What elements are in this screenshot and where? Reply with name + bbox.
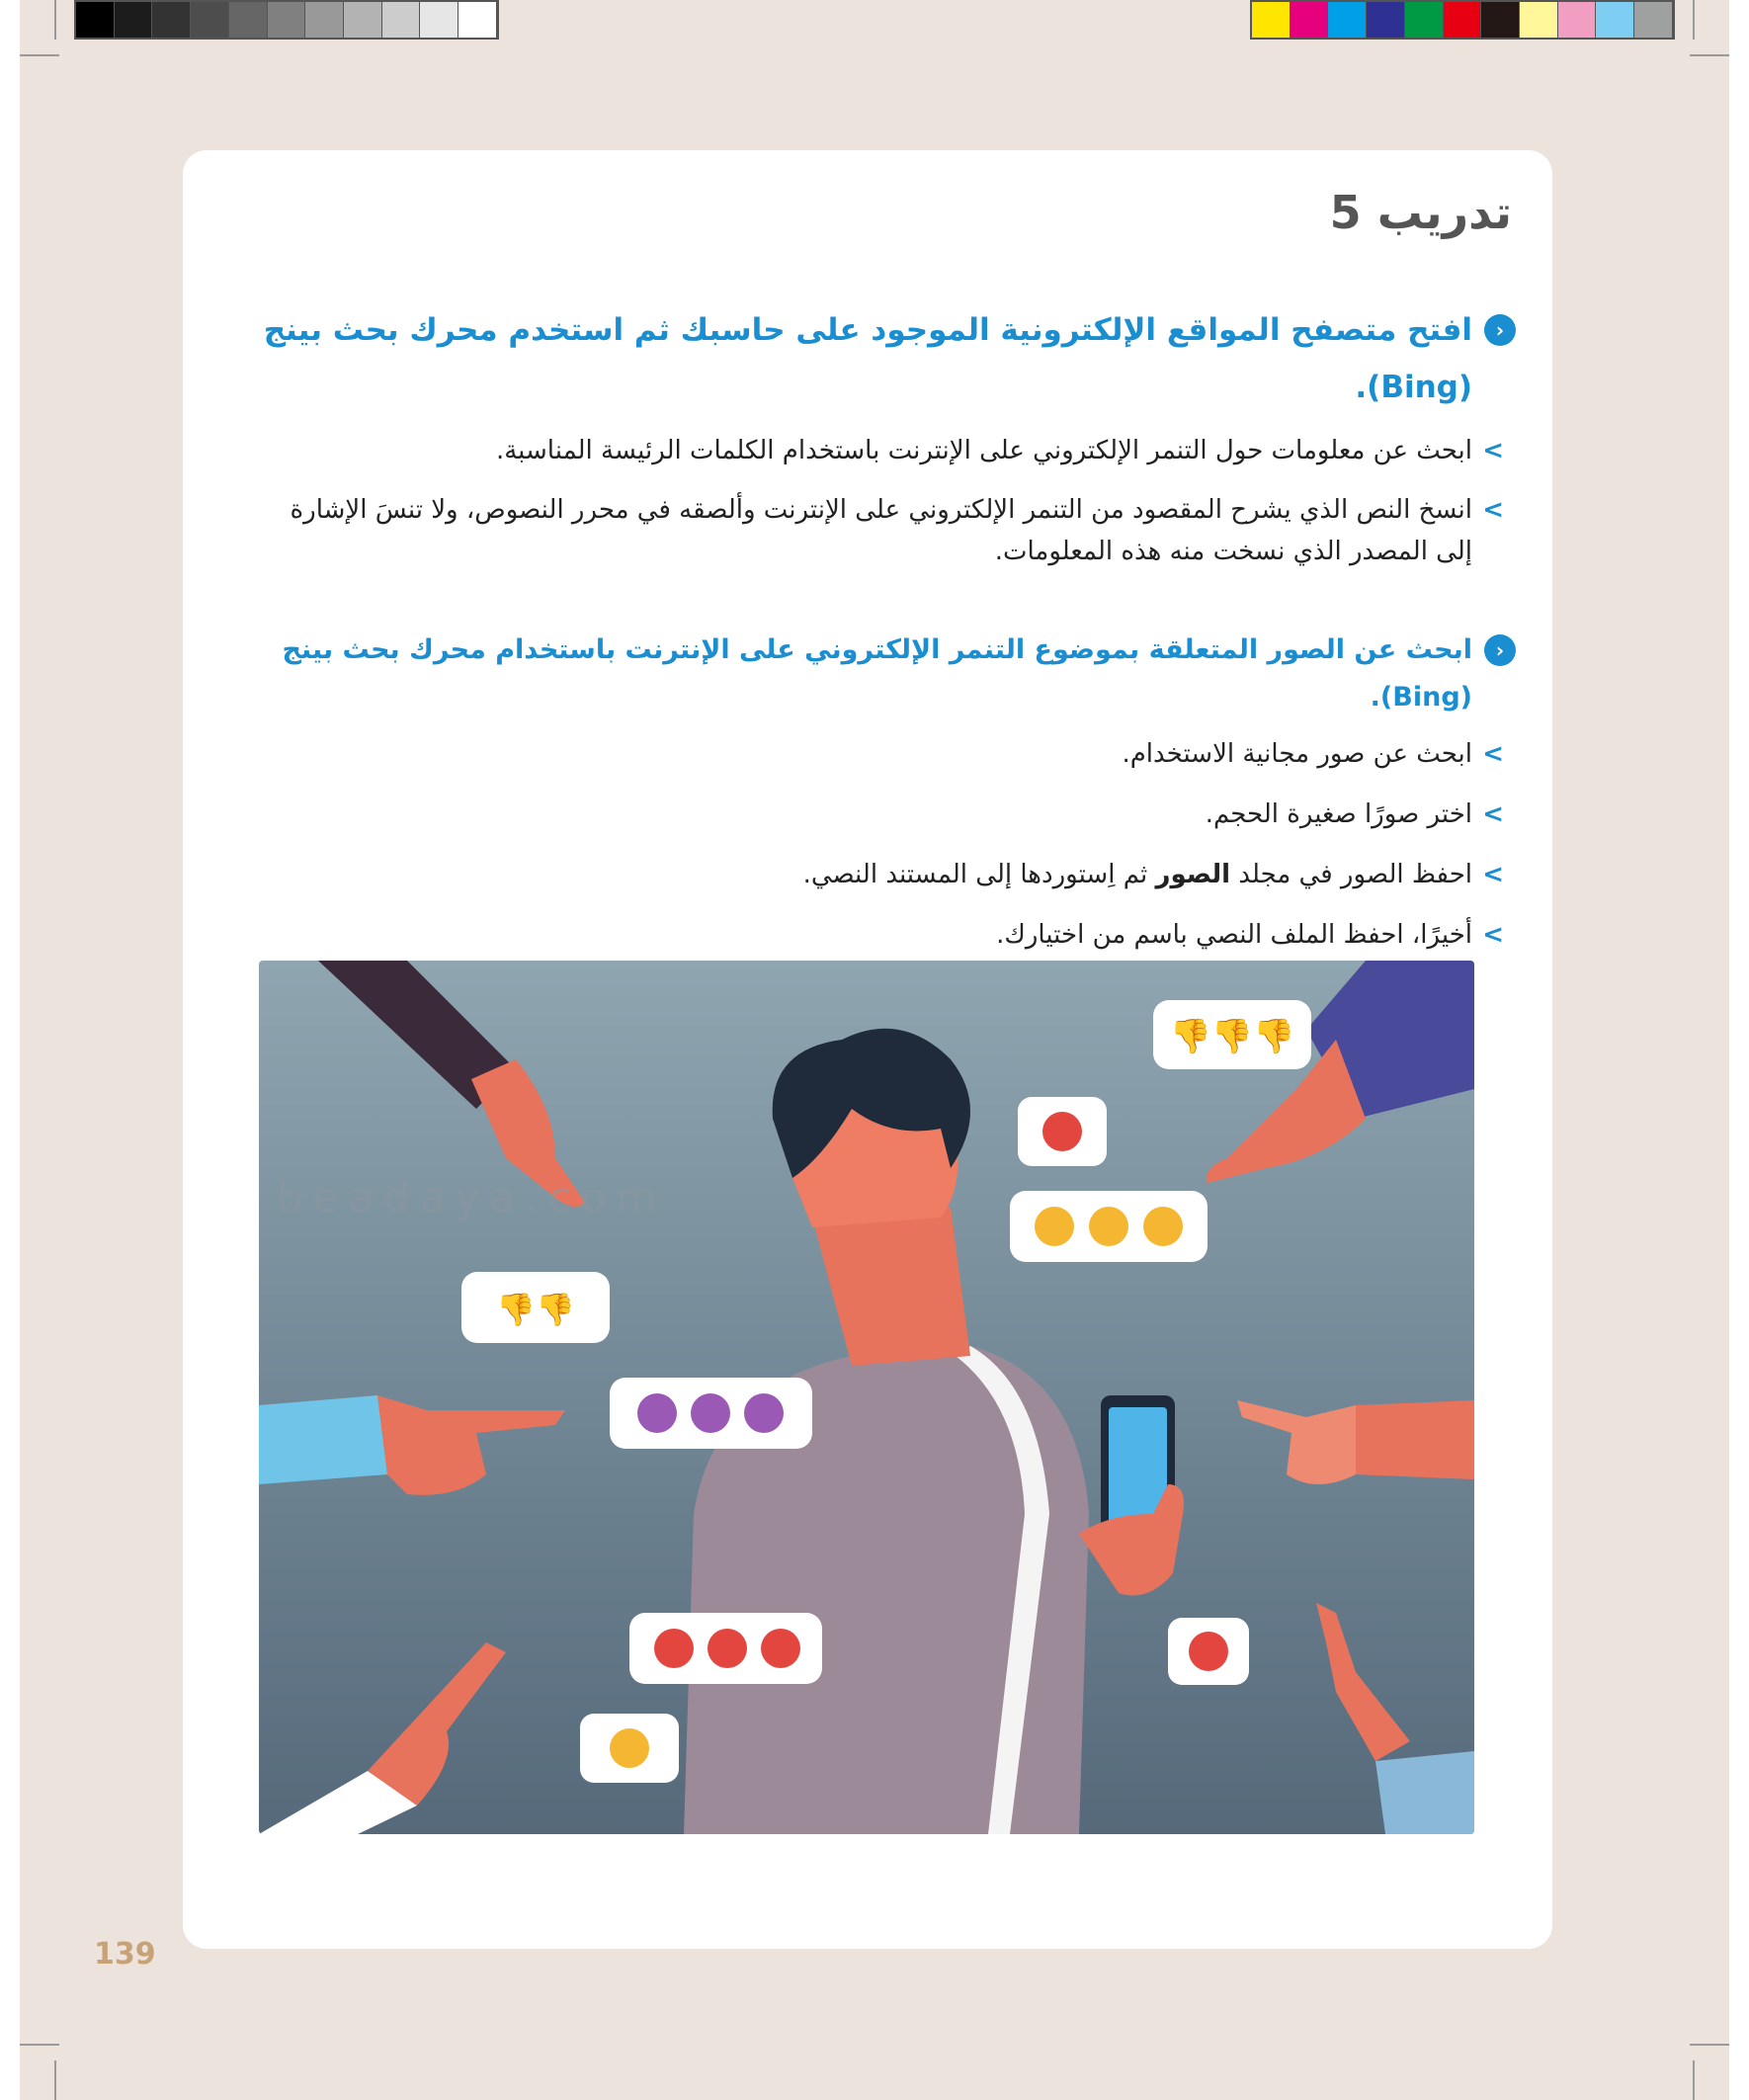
section-1-heading xyxy=(259,301,1505,416)
thumbs-down-bubble xyxy=(1153,1000,1311,1069)
thumbs-down-icon: 👎👎👎 xyxy=(1169,1017,1295,1056)
section-1-heading-text: افتح متصفح المواقع الإلكترونية الموجود على حاسبك ثم استخدم محرك بحث بينج (Bing). xyxy=(263,312,1472,405)
chevron-right-icon: > xyxy=(1482,799,1504,829)
list-item-text: اختر صورًا صغيرة الحجم. xyxy=(1205,799,1472,829)
calibration-swatch xyxy=(1520,2,1558,38)
calibration-swatch xyxy=(1634,2,1673,38)
page-title: تدريب 5 xyxy=(1329,186,1512,239)
list-item-text-before: احفظ الصور في مجلد xyxy=(1230,860,1472,889)
angry-face-icon xyxy=(1189,1632,1228,1671)
smirk-face-icon xyxy=(744,1393,784,1433)
watermark-url: beadaya.com xyxy=(277,1173,667,1221)
thumbs-down-bubble xyxy=(461,1272,610,1343)
laughing-face-bubble xyxy=(1010,1191,1208,1262)
angry-face-icon xyxy=(1042,1112,1082,1151)
calibration-swatch xyxy=(1291,2,1329,38)
color-calibration-bar xyxy=(1250,0,1675,40)
calibration-swatch xyxy=(191,2,229,38)
cyberbullying-illustration xyxy=(259,961,1474,1834)
calibration-swatch xyxy=(1367,2,1405,38)
section-1-list xyxy=(259,430,1504,572)
list-item-text: انسخ النص الذي يشرح المقصود من التنمر الإلكتروني على الإنترنت وألصقه في محرر النصوص، ولا تنسَ الإشارة إلى المصدر الذي نسخت منه هذه المعلومات. xyxy=(290,495,1472,566)
angry-face-bubble xyxy=(1018,1097,1107,1166)
laughing-face-icon xyxy=(1035,1207,1074,1246)
smirk-face-bubble xyxy=(610,1378,812,1449)
calibration-swatch xyxy=(1328,2,1367,38)
folder-name-bold: الصور xyxy=(1155,860,1231,889)
illustration-svg xyxy=(259,961,1474,1834)
calibration-swatch xyxy=(152,2,191,38)
calibration-swatch xyxy=(458,2,497,38)
crop-mark xyxy=(20,54,59,56)
list-item xyxy=(259,914,1504,956)
calibration-swatch xyxy=(268,2,306,38)
smirk-face-icon xyxy=(691,1393,730,1433)
calibration-swatch xyxy=(115,2,153,38)
thumbs-down-icon: 👎👎 xyxy=(496,1291,575,1328)
crop-mark xyxy=(20,2044,59,2046)
list-item xyxy=(259,733,1504,775)
laughing-face-icon xyxy=(610,1728,649,1768)
calibration-swatch xyxy=(382,2,421,38)
calibration-swatch xyxy=(76,2,115,38)
crop-mark xyxy=(1693,0,1695,40)
angry-face-icon xyxy=(761,1629,800,1668)
list-item-text-after: ثم اِستوردها إلى المستند النصي. xyxy=(802,860,1156,889)
crop-mark xyxy=(1690,2044,1729,2046)
smirk-face-icon xyxy=(637,1393,677,1433)
crop-mark xyxy=(54,2060,56,2100)
crop-mark xyxy=(54,0,56,40)
section-2-heading-text: ابحث عن الصور المتعلقة بموضوع التنمر الإلكتروني على الإنترنت باستخدام محرك بحث بينج (Bing). xyxy=(282,634,1472,713)
calibration-swatch xyxy=(1558,2,1597,38)
angry-face-icon xyxy=(654,1629,694,1668)
calibration-swatch xyxy=(1252,2,1291,38)
crop-mark xyxy=(1693,2060,1695,2100)
right-bleed xyxy=(1729,0,1749,2100)
chevron-circle-icon: ‹ xyxy=(1484,314,1516,346)
chevron-right-icon: > xyxy=(1482,739,1504,769)
laughing-face-bubble xyxy=(580,1714,679,1783)
calibration-swatch xyxy=(1444,2,1482,38)
chevron-right-icon: > xyxy=(1482,436,1504,465)
calibration-swatch xyxy=(420,2,458,38)
chevron-circle-icon: ‹ xyxy=(1484,634,1516,666)
list-item xyxy=(259,794,1504,835)
list-item xyxy=(259,430,1504,471)
list-item xyxy=(259,489,1504,572)
chevron-right-icon: > xyxy=(1482,920,1504,950)
laughing-face-icon xyxy=(1143,1207,1183,1246)
calibration-swatch xyxy=(229,2,268,38)
list-item-text: أخيرًا، احفظ الملف النصي باسم من اختيارك. xyxy=(996,920,1472,950)
angry-face-icon xyxy=(708,1629,747,1668)
calibration-swatch xyxy=(305,2,344,38)
angry-face-bubble xyxy=(629,1613,822,1684)
section-2 xyxy=(259,627,1505,973)
chevron-right-icon: > xyxy=(1482,860,1504,889)
list-item-text: ابحث عن صور مجانية الاستخدام. xyxy=(1122,739,1472,769)
page-number: 139 xyxy=(94,1937,156,1972)
calibration-swatch xyxy=(1405,2,1444,38)
calibration-swatch xyxy=(344,2,382,38)
section-2-heading xyxy=(259,627,1505,721)
crop-mark xyxy=(1690,54,1729,56)
list-item-text: ابحث عن معلومات حول التنمر الإلكتروني على الإنترنت باستخدام الكلمات الرئيسة المناسبة. xyxy=(495,436,1472,465)
section-2-list xyxy=(259,733,1504,956)
gray-calibration-bar xyxy=(74,0,499,40)
laughing-face-icon xyxy=(1089,1207,1128,1246)
angry-face-bubble xyxy=(1168,1618,1249,1685)
chevron-right-icon: > xyxy=(1482,495,1504,525)
calibration-swatch xyxy=(1596,2,1634,38)
calibration-swatch xyxy=(1481,2,1520,38)
list-item xyxy=(259,854,1504,895)
left-bleed xyxy=(0,0,20,2100)
section-1 xyxy=(259,301,1505,590)
